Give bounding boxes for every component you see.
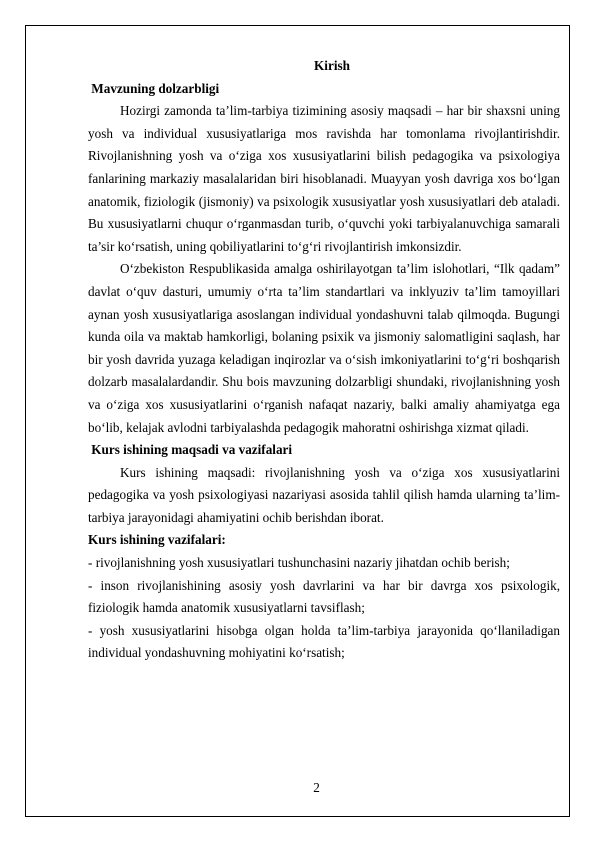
section-heading-goals: Kurs ishining maqsadi va vazifalari: [88, 442, 293, 458]
task-item: - yosh xususiyatlarini hisobga olgan holda ta’lim-tarbiya jarayonida qo‘llaniladigan individual yondashuvning mohiyatini ko‘rsatish;: [88, 622, 560, 661]
page-number: 2: [313, 780, 320, 795]
tasks-heading: Kurs ishining vazifalari:: [88, 532, 226, 548]
paragraph-relevance-1: Hozirgi zamonda ta’lim-tarbiya tizimining asosiy maqsadi – har bir shaxsni uning yosh va individual xususiyatlariga mos ravishda har tomonlama rivojlantirishdir. Rivojlanishning yosh va o‘ziga xos xususiyatlarini bilish pedagogika va psixologiya fanlarining markaziy masalalaridan biri hisoblanadi. Muayyan yosh davriga xos bo‘lgan anatomik, fiziologik (jismoniy) va psixologik xususiyatlar yosh xususiyatlari deb ataladi. Bu xususiyatlarni chuqur o‘rganmasdan turib, o‘quvchi yoki tarbiyalanuvchiga samarali ta’sir ko‘rsatish, uning qobiliyatlarini to‘g‘ri rivojlantirish imkonsizdir.: [88, 103, 560, 254]
paragraph-relevance-2: O‘zbekiston Respublikasida amalga oshirilayotgan ta’lim islohotlari, “Ilk qadam” davlat o‘quv dasturi, umumiy o‘rta ta’lim standartlari va inklyuziv ta’lim tamoyillari aynan yosh xususiyatlariga asoslangan individual yondashuvni talab qilmoqda. Bugungi kunda oila va maktab hamkorligi, bolaning psixik va jismoniy salomatligini saqlash, har bir yosh davrida yuzaga keladigan inqirozlar va o‘sish imkoniyatlarini to‘g‘ri boshqarish dolzarb masalalardandir. Shu bois mavzuning dolzarbligi shundaki, rivojlanishning yosh va o‘ziga xos xususiyatlarini o‘rganish nafaqat nazariy, balki amaliy ahamiyatga ega bo‘lib, kelajak avlodni tarbiyalashda pedagogik mahoratni oshirishga xizmat qiladi.: [88, 261, 560, 435]
section-heading-relevance: Mavzuning dolzarbligi: [88, 80, 220, 96]
page-title: Kirish: [314, 58, 350, 73]
paragraph-goal: Kurs ishining maqsadi: rivojlanishning yosh va o‘ziga xos xususiyatlarini pedagogika va yosh psixologiyasi nazariyasi asosida tahlil qilish hamda ularning ta’lim-tarbiya jarayonidagi ahamiyatini ochib berishdan iborat.: [88, 464, 560, 525]
document-body: [88, 55, 560, 665]
task-item: - rivojlanishning yosh xususiyatlari tushunchasini nazariy jihatdan ochib berish;: [88, 555, 510, 571]
task-item: - inson rivojlanishining asosiy yosh davrlarini va har bir davrga xos psixologik, fiziologik hamda anatomik xususiyatlarni tavsiflash;: [88, 577, 560, 616]
